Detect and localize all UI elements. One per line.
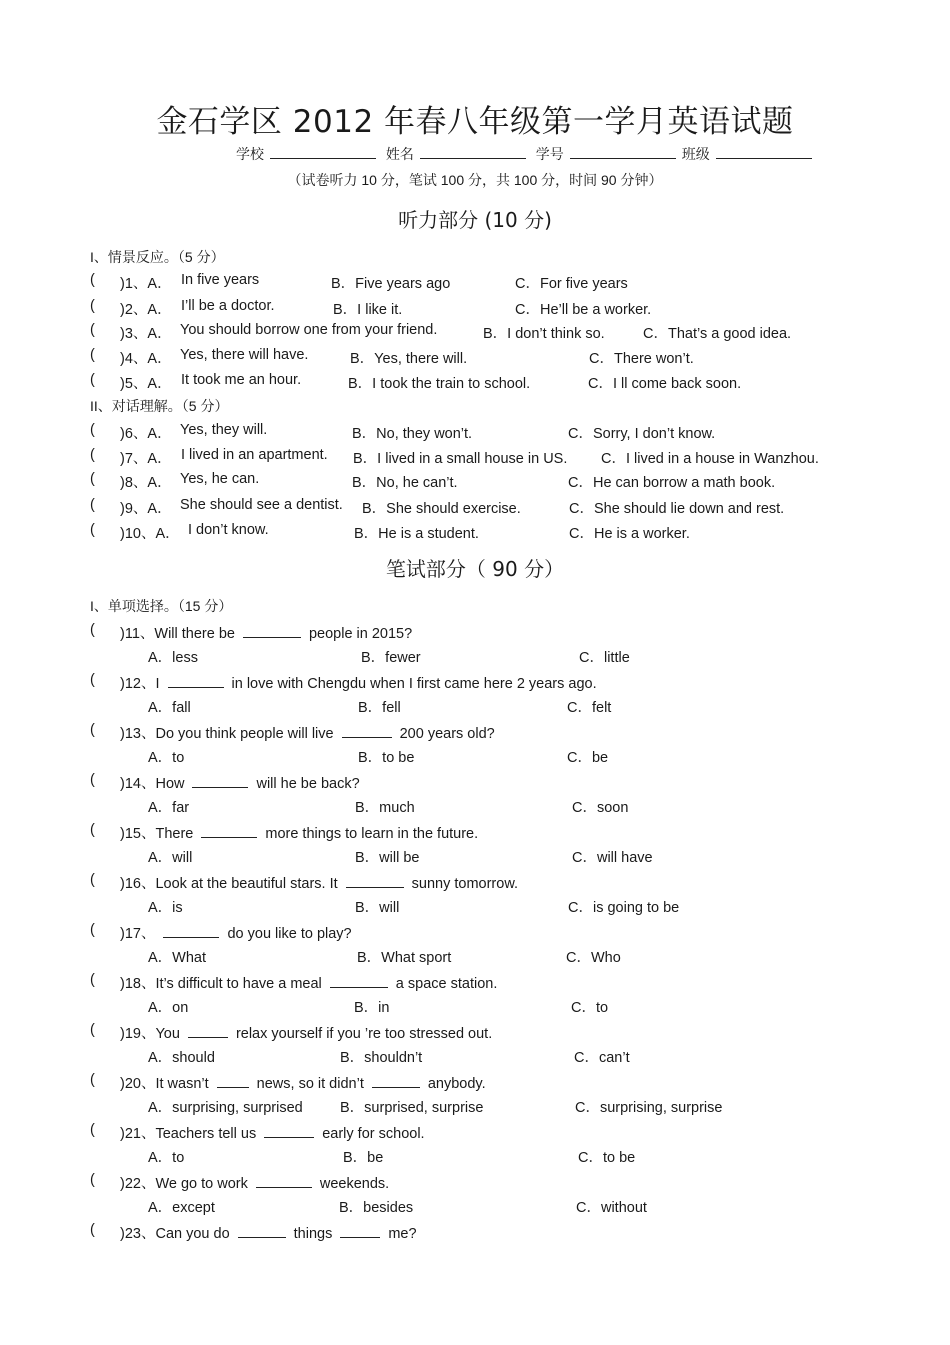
question-number: )10、A． [120,526,180,542]
exam-note: （试卷听力 10 分，笔试 100 分，共 100 分，时间 90 分钟） [287,172,663,188]
stem-text-post: early for school. [322,1126,425,1142]
answer-paren[interactable]: ( [90,872,95,888]
question-row [90,772,850,792]
answer-blank[interactable] [238,1223,286,1238]
answer-paren[interactable]: ( [90,272,95,288]
question-row [90,822,850,842]
part2-label: II、对话理解。（5 分） [90,398,229,414]
option-b: B．I like it. [333,302,403,318]
option-c: C．I ll come back soon. [588,376,742,392]
option-b: B．fewer [361,650,421,666]
option-a: A．to [148,1150,185,1166]
question-number: )20、 [120,1076,156,1092]
question-stem [120,722,495,743]
question-number: )1、A． [120,276,172,292]
listening-header: 听力部分 (10 分) [398,208,552,232]
stem-text-post: will he be back? [256,776,360,792]
option-row [90,1196,850,1216]
option-b: B．will [355,900,400,916]
question-row [90,972,850,992]
option-b: B．Yes, there will. [350,351,468,367]
option-c: C．I lived in a house in Wanzhou. [601,451,819,467]
answer-paren[interactable]: ( [90,347,95,363]
option-a: A．surprising, surprised [148,1100,303,1116]
option-a: A．to [148,750,185,766]
writing-header: 笔试部分（ 90 分） [385,557,565,581]
stem-text-pre: It’s difficult to have a meal [155,976,322,992]
answer-paren[interactable]: ( [90,298,95,314]
question-number: )9、A． [120,501,172,517]
stem-text-post: me? [388,1226,417,1242]
option-a: You should borrow one from your friend. [180,322,438,338]
question-stem [120,972,497,993]
answer-blank[interactable] [372,1073,420,1088]
question-stem [120,1172,389,1193]
option-c: C．Who [566,950,621,966]
question-number: )18、 [120,976,156,992]
option-c: C．felt [567,700,612,716]
option-c: C．will have [572,850,653,866]
stem-text-pre: You [155,1026,180,1042]
answer-blank[interactable] [346,873,404,888]
option-b: B．I lived in a small house in US. [353,451,568,467]
option-b: B．will be [355,850,420,866]
option-row [90,646,850,666]
option-b: B．surprised, surprise [340,1100,484,1116]
option-row [90,946,850,966]
question-stem [120,772,360,793]
question-number: )14、 [120,776,156,792]
option-b: B．Five years ago [331,276,451,292]
option-row [90,1046,850,1066]
option-a: A．except [148,1200,215,1216]
answer-blank[interactable] [342,723,392,738]
question-stem [120,822,478,843]
option-a: Yes, there will have. [180,347,309,363]
option-a: A．less [148,650,198,666]
option-b: B．besides [339,1200,414,1216]
option-a: A．will [148,850,193,866]
listening-question [90,298,850,318]
question-number: )6、A． [120,426,172,442]
answer-paren[interactable]: ( [90,722,95,738]
answer-paren[interactable]: ( [90,372,95,388]
option-b: B．No, they won’t. [352,426,473,442]
answer-paren[interactable]: ( [90,672,95,688]
option-row [90,846,850,866]
answer-blank[interactable] [264,1123,314,1138]
option-c: C．to be [578,1150,636,1166]
stem-text-post: do you like to play? [227,926,352,942]
option-a: A．should [148,1050,215,1066]
answer-paren[interactable]: ( [90,1122,95,1138]
option-b: B．to be [358,750,415,766]
answer-paren[interactable]: ( [90,447,95,463]
stem-text-mid: things [293,1226,333,1242]
question-number: )23、 [120,1226,156,1242]
question-number: )16、 [120,876,156,892]
option-a: A．far [148,800,190,816]
option-a: She should see a dentist. [180,497,343,513]
question-row [90,922,850,942]
option-b: B．What sport [357,950,452,966]
question-number: )12、 [120,676,156,692]
stem-text-post: sunny tomorrow. [411,876,519,892]
question-row [90,672,850,692]
question-number: )3、A． [120,326,172,342]
option-c: C．soon [572,800,629,816]
option-row [90,696,850,716]
stem-text-pre: Look at the beautiful stars. It [155,876,338,892]
option-c: C．For five years [515,276,628,292]
name-field[interactable] [420,144,526,159]
stem-text-pre: Will there be [154,626,235,642]
stem-text-pre: It wasn’t [155,1076,209,1092]
option-a: It took me an hour. [181,372,302,388]
answer-blank[interactable] [188,1023,228,1038]
answer-paren[interactable]: ( [90,1222,95,1238]
stem-text-post: more things to learn in the future. [265,826,479,842]
stem-text-pre: Do you think people will live [155,726,334,742]
option-b: B．No, he can’t. [352,475,458,491]
option-a: I lived in an apartment. [181,447,328,463]
stem-text-pre: Can you do [155,1226,230,1242]
option-a: I’ll be a doctor. [181,298,275,314]
option-row [90,746,850,766]
stem-text-mid: news, so it didn’t [256,1076,364,1092]
option-c: C．She should lie down and rest. [569,501,785,517]
answer-paren[interactable]: ( [90,322,95,338]
listening-question [90,471,850,491]
stem-text-post: anybody. [427,1076,486,1092]
class-label: 班级 [681,146,710,162]
listening-question [90,347,850,367]
answer-blank[interactable] [256,1173,312,1188]
stem-text-post: in love with Chengdu when I first came here 2 years ago. [231,676,597,692]
option-c: C．There won’t. [589,351,694,367]
question-row [90,1122,850,1142]
stem-text-pre: We go to work [155,1176,248,1192]
option-c: C．can’t [574,1050,630,1066]
answer-blank[interactable] [168,673,224,688]
answer-paren[interactable]: ( [90,471,95,487]
option-row [90,1146,850,1166]
option-row [90,1096,850,1116]
option-a: A．What [148,950,207,966]
option-a: A．fall [148,700,191,716]
option-a: I don’t know. [188,522,269,538]
option-a: Yes, he can. [180,471,260,487]
question-stem [120,672,597,693]
answer-blank[interactable] [163,923,219,938]
question-row [90,622,850,642]
option-b: B．He is a student. [354,526,479,542]
listening-question [90,322,850,342]
school-field[interactable] [270,144,376,159]
listening-question [90,372,850,392]
question-number: )8、A． [120,475,172,491]
stem-text-pre: There [155,826,194,842]
option-b: B．shouldn’t [340,1050,423,1066]
question-row [90,722,850,742]
question-row [90,1072,850,1092]
stem-text-pre: How [155,776,185,792]
question-number: )11、 [120,626,155,642]
option-b: B．I took the train to school. [348,376,531,392]
stem-text-pre: I [155,676,160,692]
number-field[interactable] [570,144,676,159]
answer-blank[interactable] [243,623,301,638]
option-c: C．little [579,650,630,666]
school-label: 学校 [236,146,264,162]
student-info [236,144,818,164]
answer-paren[interactable]: ( [90,1022,95,1038]
stem-text-post: weekends. [319,1176,390,1192]
question-row [90,1222,850,1242]
question-number: )5、A． [120,376,172,392]
option-row [90,796,850,816]
option-a: A．is [148,900,183,916]
option-b: B．in [354,1000,390,1016]
option-c: C．be [567,750,609,766]
answer-paren[interactable]: ( [90,522,95,538]
question-stem [120,1022,492,1043]
option-b: B．I don’t think so. [483,326,605,342]
answer-paren[interactable]: ( [90,497,95,513]
listening-question [90,422,850,442]
listening-question [90,447,850,467]
answer-blank[interactable] [192,773,248,788]
option-c: C．Sorry, I don’t know. [568,426,716,442]
answer-paren[interactable]: ( [90,922,95,938]
question-number: )22、 [120,1176,156,1192]
option-a: A．on [148,1000,189,1016]
question-number: )19、 [120,1026,156,1042]
question-number: )13、 [120,726,156,742]
answer-blank[interactable] [201,823,257,838]
option-a: Yes, they will. [180,422,268,438]
name-label: 姓名 [385,146,414,162]
answer-paren[interactable]: ( [90,622,95,638]
question-stem [120,1222,417,1243]
answer-blank[interactable] [340,1223,380,1238]
stem-text-post: relax yourself if you ’re too stressed out. [235,1026,493,1042]
answer-paren[interactable]: ( [90,1172,95,1188]
option-c: C．He is a worker. [569,526,690,542]
question-number: )15、 [120,826,156,842]
listening-question [90,522,850,542]
option-b: B．She should exercise. [362,501,521,517]
option-a: In five years [181,272,260,288]
question-number: )4、A． [120,351,172,367]
option-row [90,896,850,916]
option-c: C．He can borrow a math book. [568,475,776,491]
answer-blank[interactable] [217,1073,249,1088]
option-c: C．is going to be [568,900,680,916]
option-c: C．He’ll be a worker. [515,302,652,318]
exam-title: 金石学区 2012 年春八年级第一学月英语试题 [156,104,794,140]
option-c: C．to [571,1000,609,1016]
question-number: )7、A． [120,451,172,467]
question-stem [120,1072,486,1093]
stem-text-post: 200 years old? [399,726,495,742]
stem-text-pre: Teachers tell us [155,1126,257,1142]
listening-question [90,497,850,517]
answer-paren[interactable]: ( [90,422,95,438]
answer-blank[interactable] [330,973,388,988]
question-stem [120,872,518,893]
question-row [90,1172,850,1192]
question-row [90,872,850,892]
question-stem [120,622,412,643]
option-c: C．That’s a good idea. [643,326,792,342]
stem-text-post: people in 2015? [308,626,413,642]
question-row [90,1022,850,1042]
number-label: 学号 [535,146,564,162]
option-b: B．fell [358,700,401,716]
option-b: B．be [343,1150,384,1166]
question-stem [120,922,352,943]
question-number: )17、 [120,926,156,942]
option-row [90,996,850,1016]
option-b: B．much [355,800,415,816]
answer-paren[interactable]: ( [90,822,95,838]
part1-label: I、情景反应。（5 分） [90,249,225,265]
class-field[interactable] [716,144,812,159]
option-c: C．surprising, surprise [575,1100,723,1116]
question-number: )21、 [120,1126,156,1142]
question-stem [120,1122,425,1143]
option-c: C．without [576,1200,647,1216]
listening-question [90,272,850,292]
question-number: )2、A． [120,302,172,318]
writing-part1-label: I、单项选择。（15 分） [90,598,233,614]
answer-paren[interactable]: ( [90,772,95,788]
stem-text-post: a space station. [395,976,498,992]
answer-paren[interactable]: ( [90,1072,95,1088]
answer-paren[interactable]: ( [90,972,95,988]
